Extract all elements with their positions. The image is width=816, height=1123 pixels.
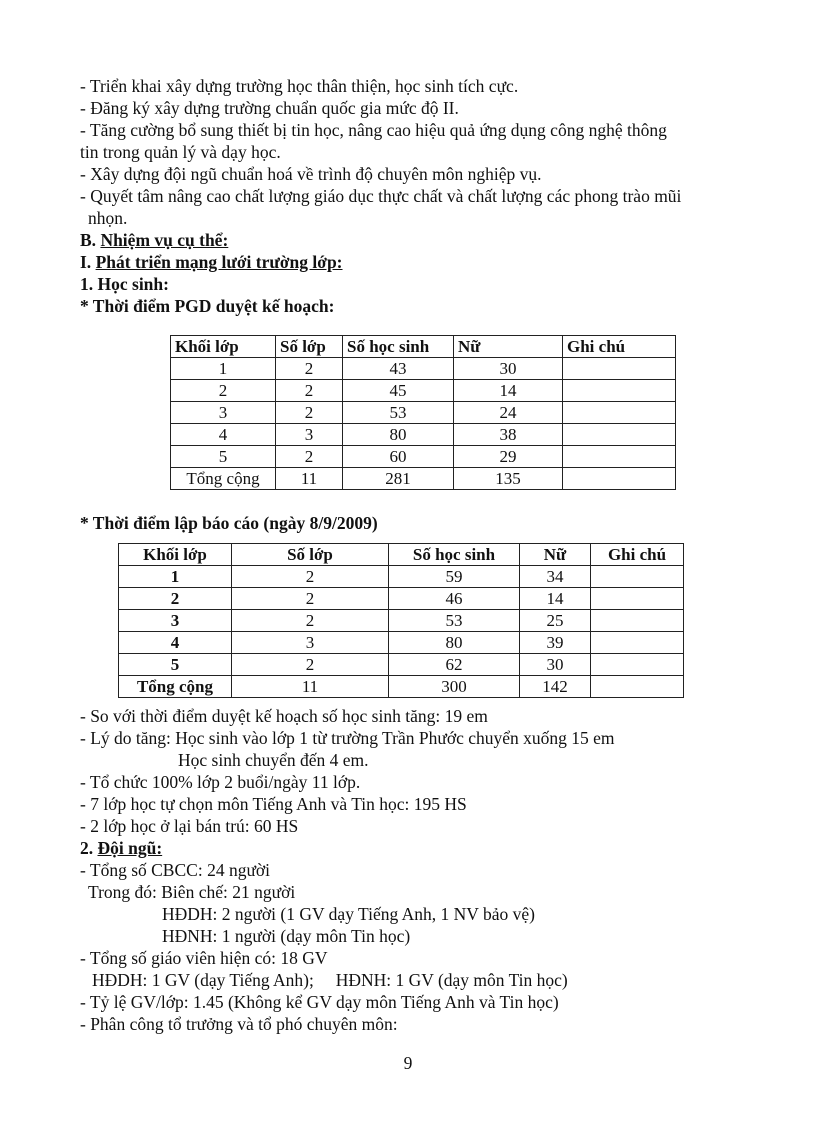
cell: 43 (343, 358, 454, 380)
cell: 2 (119, 588, 232, 610)
cell: 53 (343, 402, 454, 424)
cell: 4 (119, 632, 232, 654)
cell: 5 (171, 446, 276, 468)
table-row (171, 358, 676, 380)
report-table (118, 543, 684, 698)
cell: 30 (454, 358, 563, 380)
cell: 39 (520, 632, 591, 654)
table-row (119, 588, 684, 610)
cell (591, 610, 684, 632)
table-row (171, 380, 676, 402)
intro-line: - Triển khai xây dựng trường học thân thiện, học sinh tích cực. (80, 76, 519, 96)
intro-line: - Tăng cường bổ sung thiết bị tin học, nâng cao hiệu quả ứng dụng công nghệ thông (80, 120, 667, 140)
cell: Tổng cộng (171, 468, 276, 490)
cell: 5 (119, 654, 232, 676)
cell: 53 (389, 610, 520, 632)
col-header: Số lớp (232, 544, 389, 566)
cell (591, 566, 684, 588)
staff-line: - Tỷ lệ GV/lớp: 1.45 (Không kể GV dạy môn Tiếng Anh và Tin học) (80, 992, 559, 1012)
heading-b: B. Nhiệm vụ cụ thể: (80, 230, 229, 250)
cell: 24 (454, 402, 563, 424)
staff-line: - Phân công tổ trưởng và tổ phó chuyên môn: (80, 1014, 398, 1034)
cell (563, 358, 676, 380)
staff-line: HĐDH: 1 GV (dạy Tiếng Anh); HĐNH: 1 GV (dạy môn Tin học) (92, 970, 568, 990)
cell: 4 (171, 424, 276, 446)
cell: 30 (520, 654, 591, 676)
table-header-row (119, 544, 684, 566)
cell: 25 (520, 610, 591, 632)
staff-line: HĐDH: 2 người (1 GV dạy Tiếng Anh, 1 NV bảo vệ) (162, 904, 535, 924)
cell: 2 (232, 654, 389, 676)
table-header-row (171, 336, 676, 358)
cell: 80 (389, 632, 520, 654)
staff-line: Trong đó: Biên chế: 21 người (88, 882, 296, 902)
cell (563, 380, 676, 402)
body-line: - So với thời điểm duyệt kế hoạch số học sinh tăng: 19 em (80, 706, 488, 726)
intro-line: - Quyết tâm nâng cao chất lượng giáo dục thực chất và chất lượng các phong trào mũi (80, 186, 682, 206)
cell: 2 (276, 446, 343, 468)
table-row (171, 446, 676, 468)
body-line: - 7 lớp học tự chọn môn Tiếng Anh và Tin học: 195 HS (80, 794, 467, 814)
intro-line: nhọn. (88, 208, 128, 228)
cell (563, 424, 676, 446)
cell: 59 (389, 566, 520, 588)
heading-report: * Thời điểm lập báo cáo (ngày 8/9/2009) (80, 513, 378, 533)
cell: 3 (276, 424, 343, 446)
heading-2: 2. Đội ngũ: (80, 838, 163, 858)
staff-line: - Tổng số CBCC: 24 người (80, 860, 271, 880)
table-row (119, 632, 684, 654)
cell (591, 632, 684, 654)
cell: 29 (454, 446, 563, 468)
cell: Tổng cộng (119, 676, 232, 698)
body-line: - Tổ chức 100% lớp 2 buổi/ngày 11 lớp. (80, 772, 361, 792)
staff-line: HĐNH: 1 người (dạy môn Tin học) (162, 926, 411, 946)
cell: 2 (232, 610, 389, 632)
cell: 11 (276, 468, 343, 490)
cell: 142 (520, 676, 591, 698)
cell: 3 (119, 610, 232, 632)
cell: 300 (389, 676, 520, 698)
table-row (119, 610, 684, 632)
body-line: - Lý do tăng: Học sinh vào lớp 1 từ trường Trần Phước chuyển xuống 15 em (80, 728, 615, 748)
table-total-row (119, 676, 684, 698)
cell: 2 (276, 380, 343, 402)
cell: 135 (454, 468, 563, 490)
cell (563, 402, 676, 424)
col-header: Ghi chú (591, 544, 684, 566)
intro-line: - Xây dựng đội ngũ chuẩn hoá về trình độ chuyên môn nghiệp vụ. (80, 164, 542, 184)
table-row (119, 654, 684, 676)
page-number: 9 (403, 1053, 413, 1073)
cell: 62 (389, 654, 520, 676)
table-row (171, 424, 676, 446)
cell: 281 (343, 468, 454, 490)
cell: 1 (119, 566, 232, 588)
cell: 38 (454, 424, 563, 446)
cell: 14 (520, 588, 591, 610)
table-row (119, 566, 684, 588)
cell (591, 676, 684, 698)
cell: 2 (276, 358, 343, 380)
col-header: Ghi chú (563, 336, 676, 358)
cell (563, 446, 676, 468)
cell: 60 (343, 446, 454, 468)
cell: 80 (343, 424, 454, 446)
cell: 34 (520, 566, 591, 588)
cell: 3 (171, 402, 276, 424)
heading-plan: * Thời điểm PGD duyệt kế hoạch: (80, 296, 335, 316)
heading-1: 1. Học sinh: (80, 274, 169, 294)
col-header: Số lớp (276, 336, 343, 358)
heading-i: I. Phát triển mạng lưới trường lớp: (80, 252, 343, 272)
table-row (171, 402, 676, 424)
cell (591, 588, 684, 610)
col-header: Số học sinh (343, 336, 454, 358)
col-header: Số học sinh (389, 544, 520, 566)
body-line: - 2 lớp học ở lại bán trú: 60 HS (80, 816, 299, 836)
plan-table (170, 335, 676, 490)
cell: 45 (343, 380, 454, 402)
intro-line: - Đăng ký xây dựng trường chuẩn quốc gia mức độ II. (80, 98, 459, 118)
cell: 2 (276, 402, 343, 424)
staff-line: - Tổng số giáo viên hiện có: 18 GV (80, 948, 328, 968)
cell: 46 (389, 588, 520, 610)
intro-line: tin trong quản lý và dạy học. (80, 142, 281, 162)
cell: 2 (232, 566, 389, 588)
cell: 1 (171, 358, 276, 380)
cell: 11 (232, 676, 389, 698)
body-line: Học sinh chuyển đến 4 em. (178, 750, 369, 770)
cell (591, 654, 684, 676)
col-header: Nữ (454, 336, 563, 358)
cell (563, 468, 676, 490)
col-header: Khối lớp (119, 544, 232, 566)
col-header: Khối lớp (171, 336, 276, 358)
cell: 3 (232, 632, 389, 654)
cell: 2 (232, 588, 389, 610)
table-total-row (171, 468, 676, 490)
col-header: Nữ (520, 544, 591, 566)
cell: 14 (454, 380, 563, 402)
cell: 2 (171, 380, 276, 402)
